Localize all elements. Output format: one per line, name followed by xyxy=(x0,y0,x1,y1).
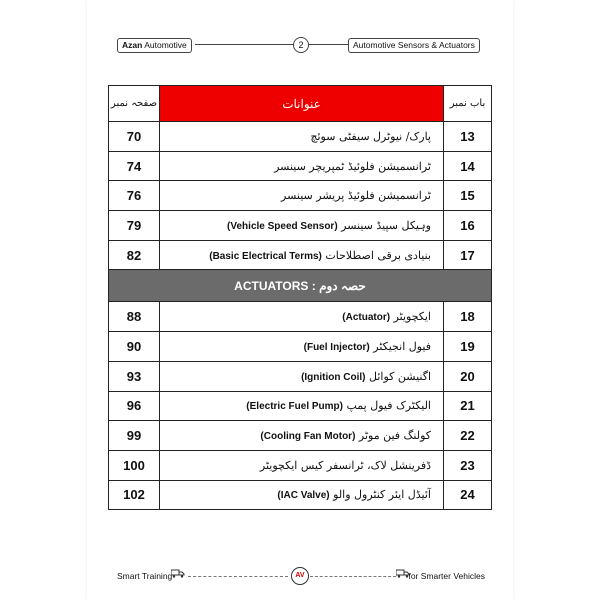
title-english: (Basic Electrical Terms) xyxy=(209,250,322,262)
title-urdu: بنیادی برقی اصطلاحات xyxy=(325,248,431,262)
title-cell xyxy=(160,122,444,152)
title-urdu: وہیکل سپیڈ سینسر xyxy=(341,218,431,232)
section-label-english: ACTUATORS xyxy=(234,278,309,293)
table-row xyxy=(109,302,492,332)
header-rule-left xyxy=(195,44,293,45)
footer-left-text: Smart Training xyxy=(117,571,173,581)
page-number-cell: 102 xyxy=(109,480,160,510)
title-cell xyxy=(160,302,444,332)
title-cell xyxy=(160,151,444,181)
header-brand-bold: Azan xyxy=(122,40,143,50)
truck-icon xyxy=(171,569,185,578)
title-english: (Electric Fuel Pump) xyxy=(246,401,343,413)
page-number-cell: 88 xyxy=(109,302,160,332)
page-number-cell: 74 xyxy=(109,151,160,181)
header-brand-rest: Automotive xyxy=(142,40,187,50)
title-urdu: آئیڈل ایئر کنٹرول والو xyxy=(333,488,431,502)
chapter-number-cell: 13 xyxy=(444,122,492,152)
title-urdu: اگنیشن کوائل xyxy=(369,369,431,383)
title-english: (Fuel Injector) xyxy=(303,341,370,353)
column-header-title: عنوانات xyxy=(160,86,444,122)
contents-table xyxy=(108,85,492,510)
section-label-separator: : xyxy=(308,278,320,293)
title-urdu: پارک/ نیوٹرل سیفٹی سوئچ xyxy=(310,129,431,143)
table-row xyxy=(109,421,492,451)
table-row xyxy=(109,181,492,211)
page-number-cell: 99 xyxy=(109,421,160,451)
title-urdu: ڈفرینشل لاک، ٹرانسفر کیس ایکچویٹر xyxy=(259,458,431,472)
page-number: 2 xyxy=(293,37,309,53)
title-cell xyxy=(160,181,444,211)
chapter-number-cell: 22 xyxy=(444,421,492,451)
chapter-number-cell: 15 xyxy=(444,181,492,211)
section-label-urdu: حصہ دوم xyxy=(319,278,366,293)
title-urdu: ٹرانسمیشن فلوئیڈ پریشر سینسر xyxy=(281,189,431,203)
title-english: (Cooling Fan Motor) xyxy=(260,431,356,443)
table-row xyxy=(109,211,492,241)
page-number-cell: 93 xyxy=(109,361,160,391)
footer-rule-right xyxy=(310,576,396,577)
title-urdu: ٹرانسمیشن فلوئیڈ ٹمپریچر سینسر xyxy=(274,159,431,173)
table-row xyxy=(109,480,492,510)
table-row xyxy=(109,361,492,391)
title-cell xyxy=(160,240,444,270)
page-number-cell: 76 xyxy=(109,181,160,211)
title-cell xyxy=(160,421,444,451)
chapter-number-cell: 20 xyxy=(444,361,492,391)
header-section-title: Automotive Sensors & Actuators xyxy=(348,38,480,53)
header-rule-right xyxy=(309,44,348,45)
title-cell xyxy=(160,480,444,510)
chapter-number-cell: 23 xyxy=(444,450,492,480)
page-number-cell: 70 xyxy=(109,122,160,152)
title-urdu: فیول انجیکٹر xyxy=(373,339,431,353)
page-number-cell: 96 xyxy=(109,391,160,421)
table-row xyxy=(109,391,492,421)
chapter-number-cell: 17 xyxy=(444,240,492,270)
title-cell xyxy=(160,361,444,391)
title-english: (IAC Valve) xyxy=(277,490,330,502)
table-row xyxy=(109,450,492,480)
chapter-number-cell: 24 xyxy=(444,480,492,510)
footer-rule-left xyxy=(188,576,288,577)
page-number-cell: 90 xyxy=(109,332,160,362)
column-header-chapter: باب نمبر xyxy=(444,86,492,122)
title-urdu: ایکچویٹر xyxy=(393,310,431,324)
chapter-number-cell: 16 xyxy=(444,211,492,241)
title-english: (Actuator) xyxy=(342,312,391,324)
footer-right-text: for Smarter Vehicles xyxy=(408,571,485,581)
section-label xyxy=(109,270,492,302)
title-cell xyxy=(160,391,444,421)
brand-logo: AV xyxy=(291,567,309,585)
page-number-cell: 100 xyxy=(109,450,160,480)
header-brand xyxy=(117,38,192,53)
column-header-page: صفحہ نمبر xyxy=(109,86,160,122)
title-urdu: کولنگ فین موٹر xyxy=(358,429,431,443)
page-number-cell: 79 xyxy=(109,211,160,241)
table-row xyxy=(109,122,492,152)
title-cell xyxy=(160,450,444,480)
title-english: (Ignition Coil) xyxy=(301,371,366,383)
title-cell xyxy=(160,211,444,241)
title-urdu: الیکٹرک فیول پمپ xyxy=(346,399,431,413)
page-number-cell: 82 xyxy=(109,240,160,270)
table-header-row xyxy=(109,86,492,122)
chapter-number-cell: 14 xyxy=(444,151,492,181)
title-cell xyxy=(160,332,444,362)
chapter-number-cell: 19 xyxy=(444,332,492,362)
table-row xyxy=(109,151,492,181)
chapter-number-cell: 21 xyxy=(444,391,492,421)
table-row xyxy=(109,240,492,270)
chapter-number-cell: 18 xyxy=(444,302,492,332)
table-row xyxy=(109,332,492,362)
section-divider-row xyxy=(109,270,492,302)
title-english: (Vehicle Speed Sensor) xyxy=(227,220,338,232)
